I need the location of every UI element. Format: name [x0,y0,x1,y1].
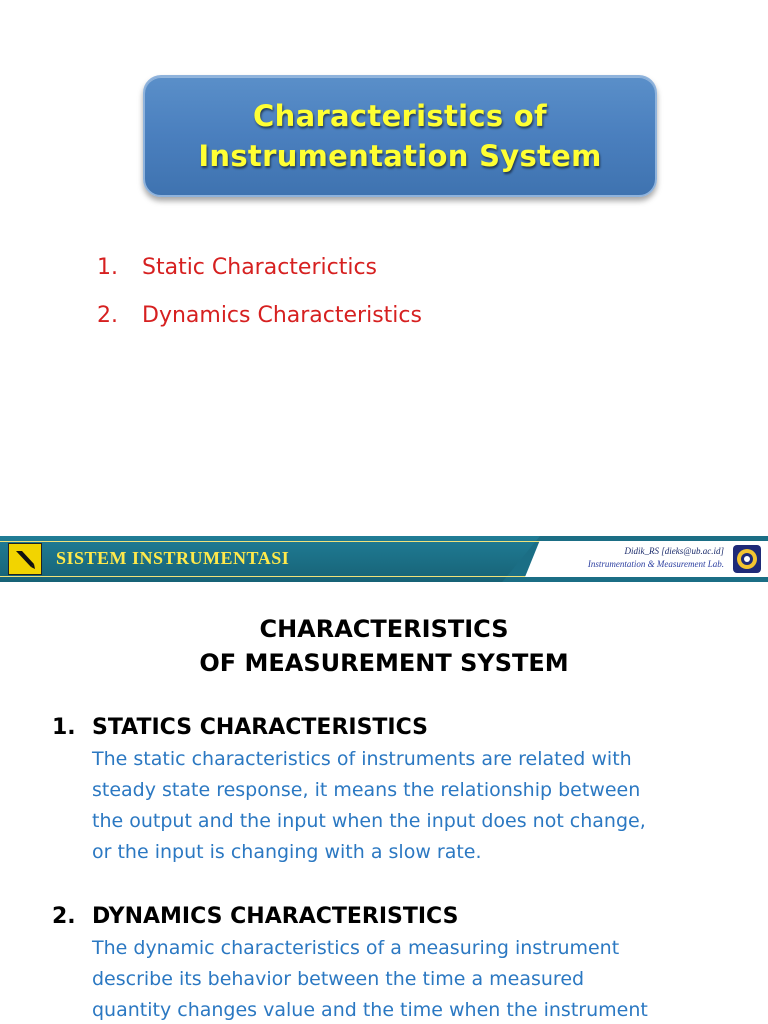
section-heading [52,712,732,744]
slide-two-title [0,612,768,680]
body-line: quantity changes value and the time when the instrument [92,999,648,1021]
section-body [92,933,732,1024]
section-static [52,712,732,868]
title-line-1: Characteristics of [253,99,547,133]
body-line: The dynamic characteristics of a measuring instrument [92,937,620,959]
course-banner [0,536,768,582]
body-line: The static characteristics of instruments are related with [92,748,632,770]
body-line: or the input is changing with a slow rate. [92,841,482,863]
list-label: Dynamics Characteristics [142,303,422,328]
section-heading [52,901,732,933]
section-number: 2. [52,904,76,929]
list-item [97,292,422,340]
body-line: steady state response, it means the relationship between [92,779,641,801]
list-label: Static Characterictics [142,255,378,280]
title-line-2: Instrumentation System [198,139,602,173]
banner-author-block [588,545,724,571]
body-line: describe its behavior between the time a measured [92,968,585,990]
section-body [92,744,732,868]
section-dynamic [52,901,732,1024]
author-line: Didik_RS [dieks@ub.ac.id] [624,546,724,556]
section-number: 1. [52,715,76,740]
characteristics-list [97,244,422,340]
section-heading-text: STATICS CHARACTERISTICS [92,715,429,740]
list-item [97,244,422,292]
slide-two-title-line-2: OF MEASUREMENT SYSTEM [199,649,569,677]
list-number: 2. [97,303,118,328]
slide-two [0,590,768,1024]
body-line: the output and the input when the input does not change, [92,810,646,832]
section-heading-text: DYNAMICS CHARACTERISTICS [92,904,459,929]
university-logo-icon [732,544,762,574]
slide-two-title-line-1: CHARACTERISTICS [259,615,509,643]
lab-line: Instrumentation & Measurement Lab. [587,559,724,569]
banner-title: SISTEM INSTRUMENTASI [56,548,290,568]
list-number: 1. [97,255,118,280]
title-box [143,75,657,197]
pen-logo-icon [8,543,42,575]
